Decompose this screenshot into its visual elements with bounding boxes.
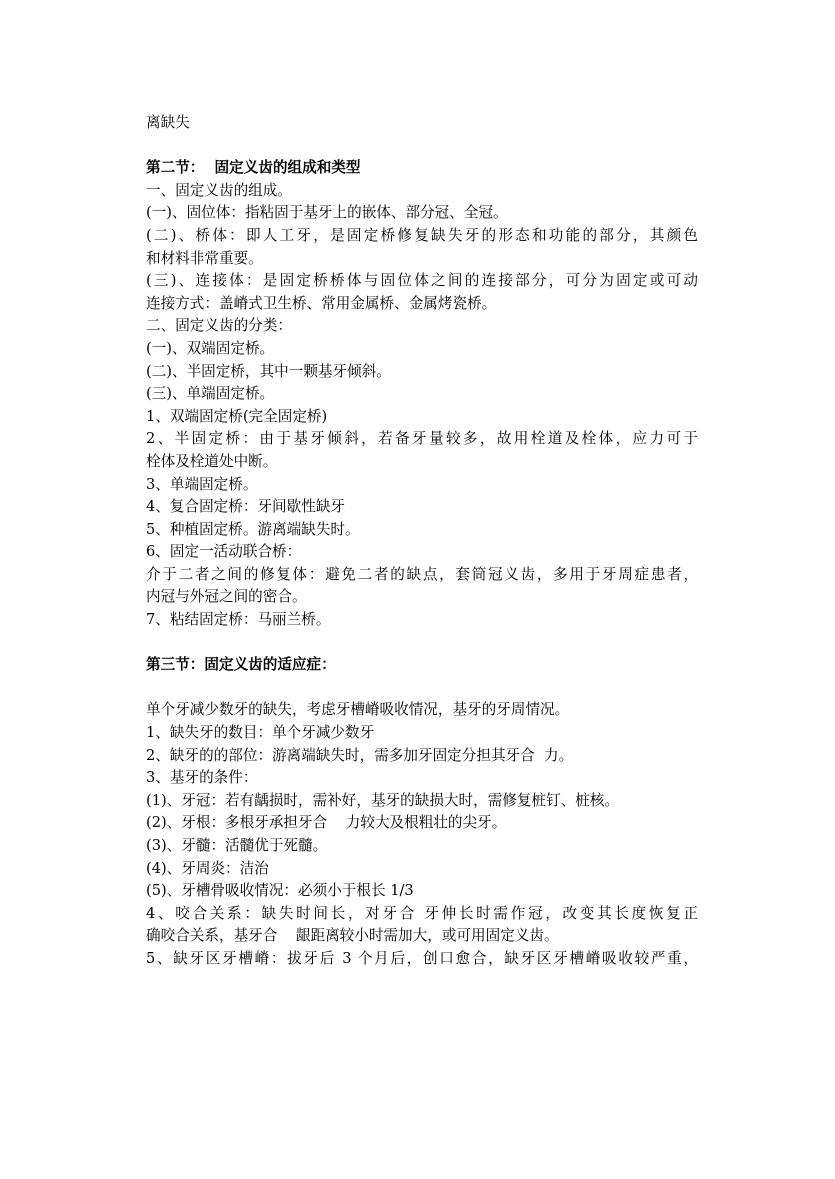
text-line: 4、复合固定桥：牙间歇性缺牙 [146,498,346,516]
text-line: 和材料非常重要。 [146,249,263,267]
text-line: 1、缺失牙的数目：单个牙减少数牙 [146,724,375,742]
document-page [146,112,698,971]
text-line: (一)、双端固定桥。 [146,339,275,357]
text-line: (三)、单端固定桥。 [146,385,275,403]
text-line: 2、半固定桥：由于基牙倾斜，若备牙量较多，故用栓道及栓体，应力可于 [146,430,698,448]
text-line: 1、双端固定桥(完全固定桥) [146,407,328,425]
text-line: 内冠与外冠之间的密合。 [146,588,307,606]
text-line-continuation: 离缺失 [146,114,190,131]
text-line: (二)、桥体：即人工牙，是固定桥修复缺失牙的形态和功能的部分，其颜色 [146,226,698,244]
text-line: 连接方式：盖嵴式卫生桥、常用金属桥、金属烤瓷桥。 [146,294,497,312]
text-line: 一、固定义齿的组成。 [146,181,292,199]
blank-line [146,677,698,700]
text-line: 5、缺牙区牙槽嵴：拔牙后 3 个月后，创口愈合，缺牙区牙槽嵴吸收较严重， [146,949,698,967]
text-line: 栓体及栓道处中断。 [146,452,278,470]
text-line: (三)、连接体：是固定桥桥体与固位体之间的连接部分，可分为固定或可动 [146,272,698,290]
text-line: 6、固定一活动联合桥： [146,543,302,561]
blank-line [146,135,698,158]
text-line: 确咬合关系，基牙合 龈距离较小时需加大，或可用固定义齿。 [146,927,559,945]
text-line: (一)、固位体：指粘固于基牙上的嵌体、部分冠、全冠。 [146,204,508,222]
text-line: 4、咬合关系：缺失时间长，对牙合 牙伸长时需作冠，改变其长度恢复正 [146,904,698,922]
text-line: (3)、牙髓：活髓优于死髓。 [146,837,328,854]
text-line: (二)、半固定桥，其中一颗基牙倾斜。 [146,362,391,380]
text-line: (4)、牙周炎：洁治 [146,859,269,877]
text-line: 2、缺牙的的部位：游离端缺失时，需多加牙固定分担其牙合 力。 [146,746,574,764]
text-line: (5)、牙槽骨吸收情况：必须小于根长 1/3 [146,882,414,900]
section-heading-2: 第二节： 固定义齿的组成和类型 [146,159,361,177]
text-line: 单个牙减少数牙的缺失，考虑牙槽嵴吸收情况，基牙的牙周情况。 [146,701,570,719]
text-line: 3、基牙的条件： [146,769,258,787]
section-heading-3: 第三节：固定义齿的适应症： [146,656,336,674]
text-line: (2)、牙根：多根牙承担牙合 力较大及根粗壮的尖牙。 [146,814,507,832]
text-line: 7、粘结固定桥：马丽兰桥。 [146,611,331,629]
text-line: 介于二者之间的修复体：避免二者的缺点，套筒冠义齿，多用于牙周症患者， [146,565,698,583]
text-line: 3、单端固定桥。 [146,475,258,493]
text-line: (1)、牙冠：若有龋损时，需补好，基牙的缺损大时，需修复桩钉、桩核。 [146,791,620,809]
text-line: 二、固定义齿的分类： [146,317,292,335]
blank-line [146,632,698,655]
text-line: 5、种植固定桥。游离端缺失时。 [146,520,360,538]
